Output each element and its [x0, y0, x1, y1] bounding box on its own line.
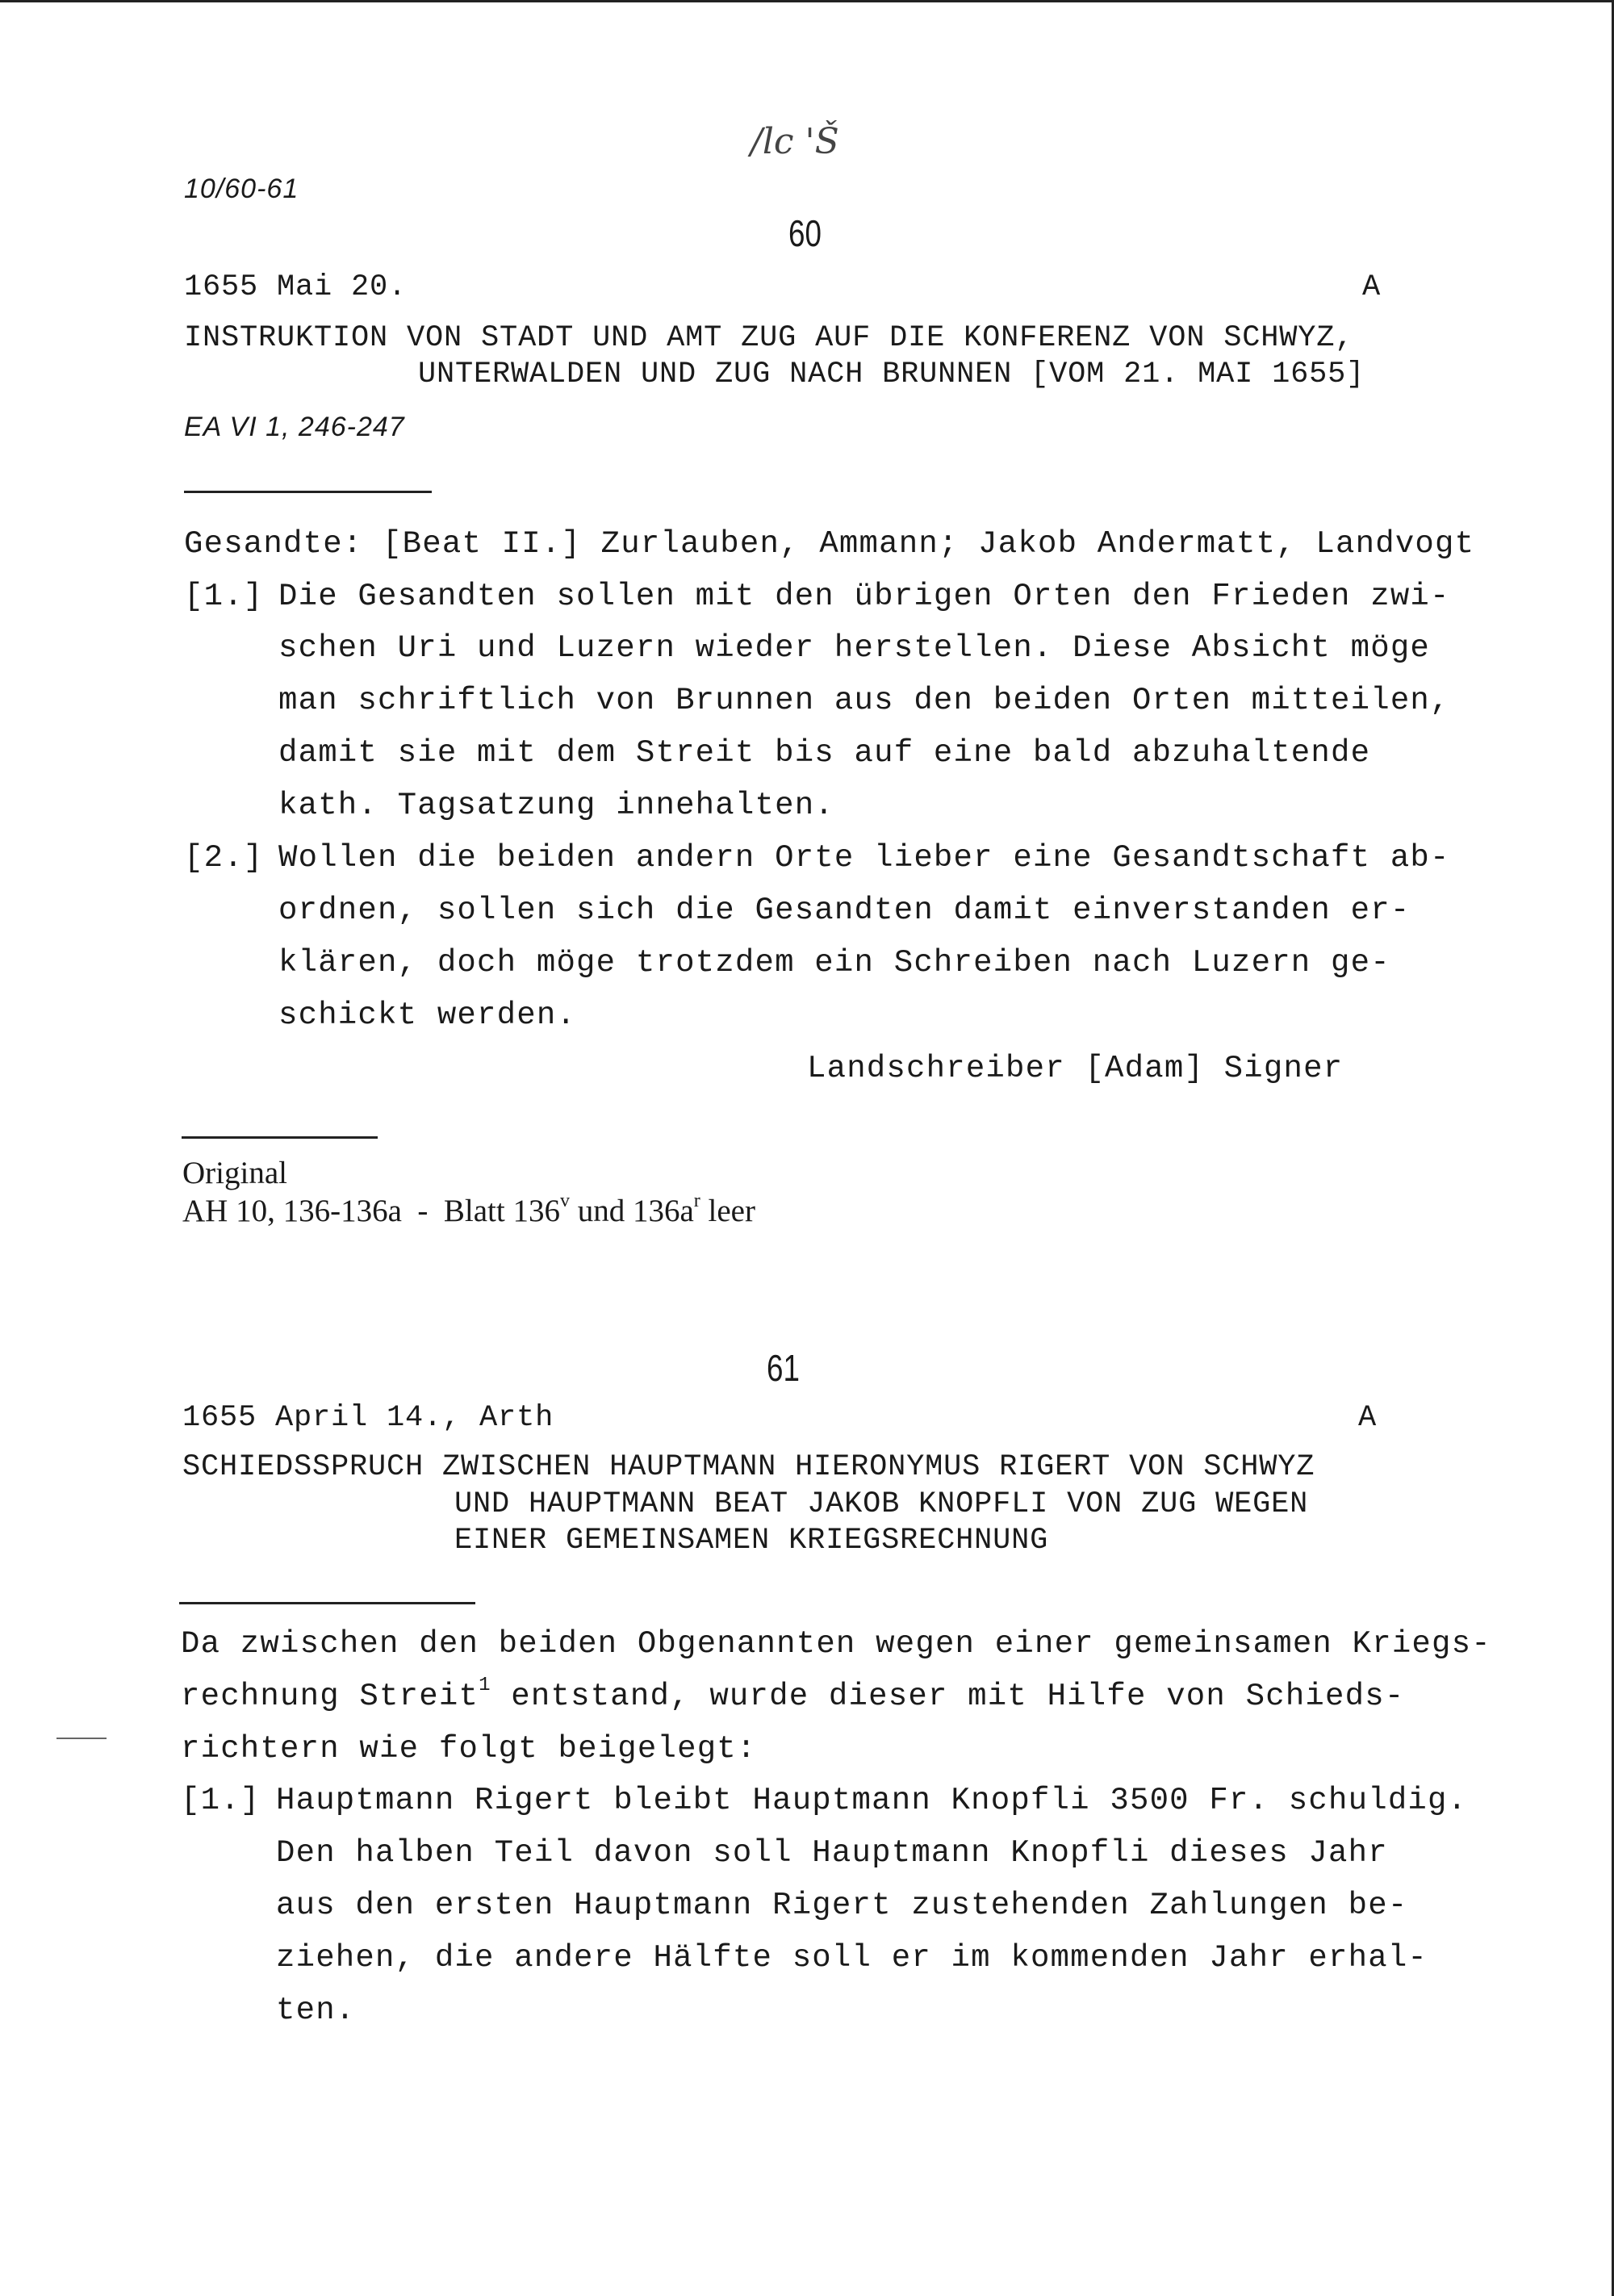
doc60-source-separator: [182, 1136, 378, 1139]
doc61-title-line1: SCHIEDSSPRUCH ZWISCHEN HAUPTMANN HIERONYMUS RIGERT VON SCHWYZ: [182, 1450, 1315, 1484]
doc60-item2-number: [2.]: [184, 840, 264, 876]
handwritten-mark: /lc 'Š: [751, 121, 839, 162]
page-border-top: [0, 0, 1614, 2]
doc61-item1-line: Hauptmann Rigert bleibt Hauptmann Knopfli 3500 Fr. schuldig.: [276, 1783, 1468, 1818]
doc60-item2-line: Wollen die beiden andern Orte lieber eine Gesandtschaft ab-: [278, 840, 1450, 876]
doc60-source-label: Original: [182, 1156, 287, 1190]
page-reference: 10/60-61: [184, 174, 299, 204]
doc61-item1-line: Den halben Teil davon soll Hauptmann Knopfli dieses Jahr: [276, 1835, 1388, 1871]
doc60-source-reference: AH 10, 136-136a - Blatt 136$^v$ und $136a^r$ leer: [182, 1190, 755, 1228]
doc60-item2-line: klären, doch möge trotzdem ein Schreiben nach Luzern ge-: [278, 945, 1390, 981]
doc60-item1-number: [1.]: [184, 579, 264, 614]
doc61-title-line2: UND HAUPTMANN BEAT JAKOB KNOPFLI VON ZUG WEGEN: [454, 1487, 1309, 1521]
doc61-item1-line: ten.: [276, 1993, 356, 2028]
doc61-date: 1655 April 14., Arth: [182, 1401, 554, 1435]
doc60-item1-line: man schriftlich von Brunnen aus den beiden Orten mitteilen,: [278, 683, 1450, 718]
doc60-class: A: [1362, 270, 1382, 304]
doc61-separator: [179, 1602, 475, 1604]
doc60-item2-line: ordnen, sollen sich die Gesandten damit einverstanden er-: [278, 893, 1411, 928]
doc60-item1-line: damit sie mit dem Streit bis auf eine bald abzuhaltende: [278, 735, 1371, 771]
doc60-title-line1: INSTRUKTION VON STADT UND AMT ZUG AUF DIE KONFERENZ VON SCHWYZ,: [184, 321, 1354, 355]
doc61-item1-line: ziehen, die andere Hälfte soll er im kommenden Jahr erhal-: [276, 1940, 1428, 1976]
doc60-envoys: Gesandte: [Beat II.] Zurlauben, Ammann; Jakob Andermatt, Landvogt: [184, 526, 1475, 562]
doc60-separator: [184, 491, 432, 493]
doc60-title-line2: UNTERWALDEN UND ZUG NACH BRUNNEN [VOM 21. MAI 1655]: [418, 358, 1365, 391]
doc60-item1-line: schen Uri und Luzern wieder herstellen. Diese Absicht möge: [278, 630, 1431, 666]
doc60-date: 1655 Mai 20.: [184, 270, 408, 304]
doc60-signature: Landschreiber [Adam] Signer: [807, 1051, 1344, 1086]
doc60-item2-line: schickt werden.: [278, 997, 577, 1033]
doc61-intro-line: rechnung Streit$^1$ entstand, wurde dieser mit Hilfe von Schieds-: [181, 1675, 1405, 1714]
doc61-item1-number: [1.]: [181, 1783, 261, 1818]
doc61-intro-line: Da zwischen den beiden Obgenannten wegen einer gemeinsamen Kriegs-: [181, 1626, 1491, 1662]
doc60-reference: EA VI 1, 246-247: [184, 412, 405, 442]
doc61-intro-line: richtern wie folgt beigelegt:: [181, 1731, 757, 1767]
doc61-item1-line: aus den ersten Hauptmann Rigert zustehenden Zahlungen be-: [276, 1888, 1408, 1923]
doc61-title-line3: EINER GEMEINSAMEN KRIEGSRECHNUNG: [454, 1524, 1049, 1558]
doc60-item1-line: kath. Tagsatzung innehalten.: [278, 788, 834, 823]
doc60-item1-line: Die Gesandten sollen mit den übrigen Orten den Frieden zwi-: [278, 579, 1450, 614]
doc61-number: 61: [767, 1347, 800, 1389]
doc60-number: 60: [788, 212, 822, 254]
footnote-marker: 1: [479, 1675, 491, 1696]
margin-mark: [56, 1738, 107, 1739]
doc61-class: A: [1358, 1401, 1378, 1435]
